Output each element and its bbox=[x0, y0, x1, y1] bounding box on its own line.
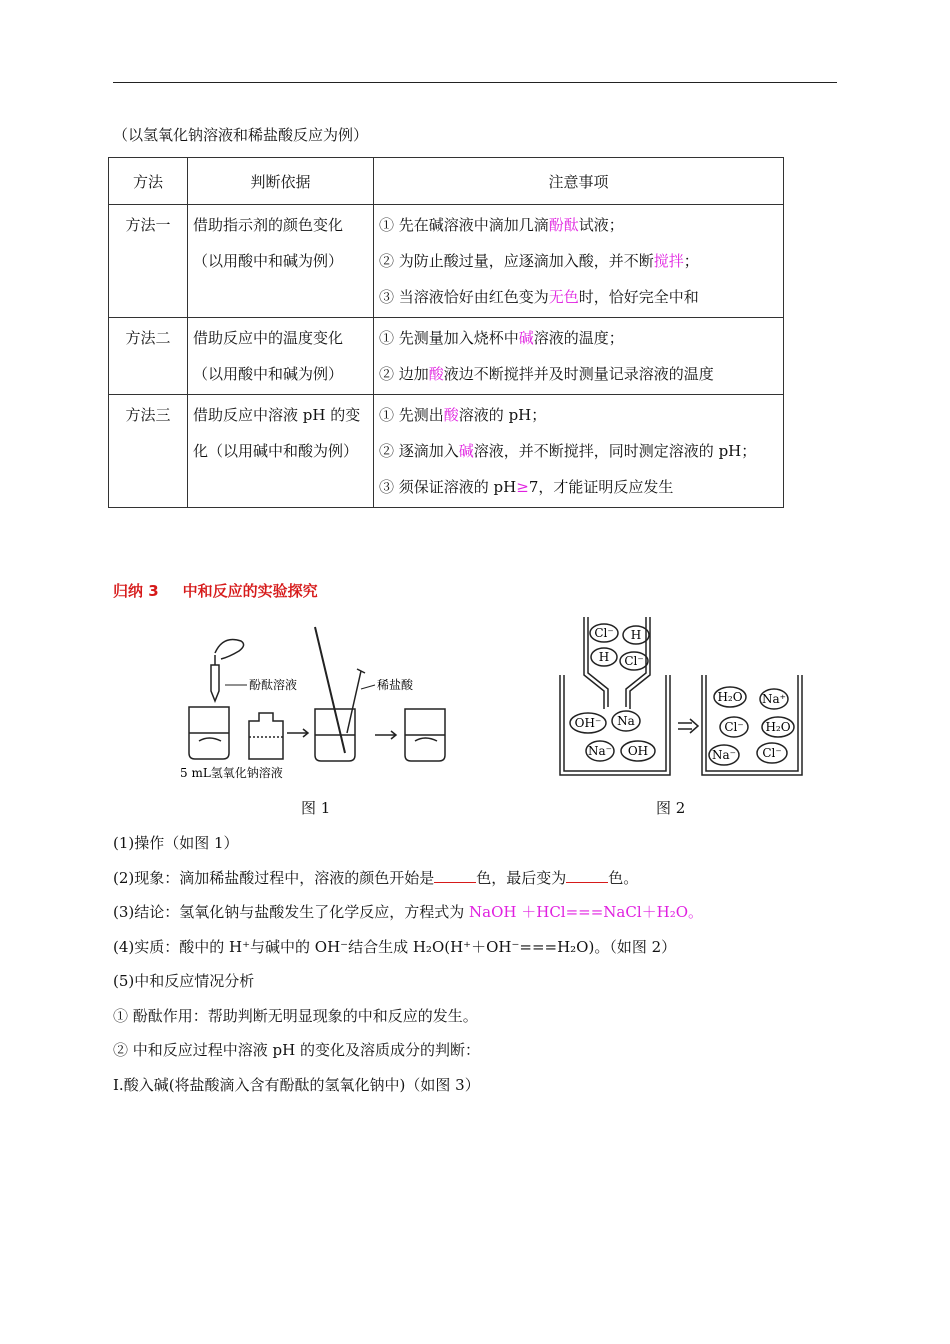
ion-label: Na⁺ bbox=[762, 692, 786, 706]
note-line: ① 先在碱溶液中滴加几滴酚酞试液； bbox=[379, 216, 624, 234]
ion-label: H bbox=[630, 628, 642, 642]
label-indicator: 酚酞溶液 bbox=[249, 678, 298, 692]
figure-1-illustration bbox=[175, 625, 455, 785]
header-notes: 注意事项 bbox=[374, 158, 784, 205]
note-line: ③ 当溶液恰好由红色变为无色时，恰好完全中和 bbox=[379, 288, 699, 306]
note-line: ② 为防止酸过量，应逐滴加入酸，并不断搅拌； bbox=[379, 252, 699, 270]
table-row bbox=[109, 318, 784, 395]
line-analysis: (5)中和反应情况分析 bbox=[113, 972, 255, 990]
arrow-1 bbox=[287, 729, 308, 737]
equation: NaOH ＋HCl===NaCl＋H₂O bbox=[469, 903, 689, 921]
intro-text: （以氢氧化钠溶液和稀盐酸反应为例） bbox=[113, 126, 369, 144]
basis-cell: 借助反应中溶液 pH 的变化（以用碱中和酸为例） bbox=[188, 395, 374, 508]
line-acid-into-base: I.酸入碱(将盐酸滴入含有酚酞的氢氧化钠中)（如图 3） bbox=[113, 1075, 480, 1094]
header-basis: 判断依据 bbox=[188, 158, 374, 205]
glass-rod bbox=[315, 627, 345, 753]
line-phenomenon: (2)现象：滴加稀盐酸过程中，溶液的颜色开始是 色，最后变为 色。 bbox=[113, 868, 639, 887]
ion-label: OH bbox=[627, 744, 649, 758]
header-rule bbox=[113, 82, 837, 83]
hand-icon bbox=[215, 640, 244, 660]
method-cell: 方法三 bbox=[109, 395, 188, 508]
line-essence: (4)实质：酸中的 H⁺与碱中的 OH⁻结合生成 H₂O(H⁺＋OH⁻===H₂O)。（如图 2） bbox=[113, 937, 677, 956]
table-row bbox=[109, 205, 784, 318]
ion-label: OH⁻ bbox=[574, 716, 602, 730]
note-line: ② 边加酸液边不断搅拌并及时测量记录溶液的温度 bbox=[379, 365, 714, 383]
ion-label: Na⁻ bbox=[588, 744, 612, 758]
ion-label: Cl⁻ bbox=[724, 720, 744, 734]
note-line: ② 逐滴加入碱溶液，并不断搅拌，同时测定溶液的 pH； bbox=[379, 442, 757, 460]
note-line: ③ 须保证溶液的 pH≥7，才能证明反应发生 bbox=[379, 478, 674, 496]
ion-label: H₂O bbox=[717, 690, 743, 704]
basis-cell: 借助反应中的温度变化（以用酸中和碱为例） bbox=[188, 318, 374, 395]
content-lines bbox=[113, 830, 843, 1106]
blank-2 bbox=[566, 868, 608, 883]
label-base: 5 mL氢氧化钠溶液 bbox=[180, 766, 283, 780]
section-title: 归纳 3 中和反应的实验探究 bbox=[113, 582, 318, 600]
figure-1-caption: 图 1 bbox=[301, 799, 331, 817]
header-method: 方法 bbox=[109, 158, 188, 205]
ion-label: Cl⁻ bbox=[762, 746, 782, 760]
ion-label: Na bbox=[617, 714, 635, 728]
arrow-2 bbox=[375, 731, 396, 739]
ion-label: Cl⁻ bbox=[594, 626, 614, 640]
line-ph-change: ② 中和反应过程中溶液 pH 的变化及溶质成分的判断： bbox=[113, 1041, 480, 1059]
method-cell: 方法一 bbox=[109, 205, 188, 318]
table-header-row bbox=[109, 158, 784, 205]
notes-cell bbox=[374, 205, 784, 318]
bottle-indicator bbox=[249, 713, 283, 759]
table-row bbox=[109, 395, 784, 508]
line-conclusion: (3)结论：氢氧化钠与盐酸发生了化学反应，方程式为 NaOH ＋HCl===NaCl＋H₂O。 bbox=[113, 903, 704, 921]
note-line: ① 先测出酸溶液的 pH； bbox=[379, 406, 547, 424]
blank-1 bbox=[434, 868, 476, 883]
line-phenolphthalein: ① 酚酞作用：帮助判断无明显现象的中和反应的发生。 bbox=[113, 1006, 478, 1025]
figure-2-illustration bbox=[558, 615, 808, 780]
figure-2-caption: 图 2 bbox=[656, 799, 686, 817]
methods-table bbox=[108, 157, 784, 508]
notes-cell bbox=[374, 395, 784, 508]
basis-cell: 借助指示剂的颜色变化（以用酸中和碱为例） bbox=[188, 205, 374, 318]
arrow-transform bbox=[678, 719, 698, 733]
note-line: ① 先测量加入烧杯中碱溶液的温度； bbox=[379, 329, 624, 347]
ion-label: Cl⁻ bbox=[624, 654, 644, 668]
dropper-icon bbox=[211, 655, 219, 701]
ion-label: H bbox=[598, 650, 610, 664]
notes-cell bbox=[374, 318, 784, 395]
label-acid: 稀盐酸 bbox=[377, 678, 414, 692]
ion-label: H₂O bbox=[765, 720, 791, 734]
line-operation: (1)操作（如图 1） bbox=[113, 834, 239, 852]
method-cell: 方法二 bbox=[109, 318, 188, 395]
dropper-acid bbox=[347, 669, 365, 733]
ion-label: Na⁻ bbox=[712, 748, 736, 762]
